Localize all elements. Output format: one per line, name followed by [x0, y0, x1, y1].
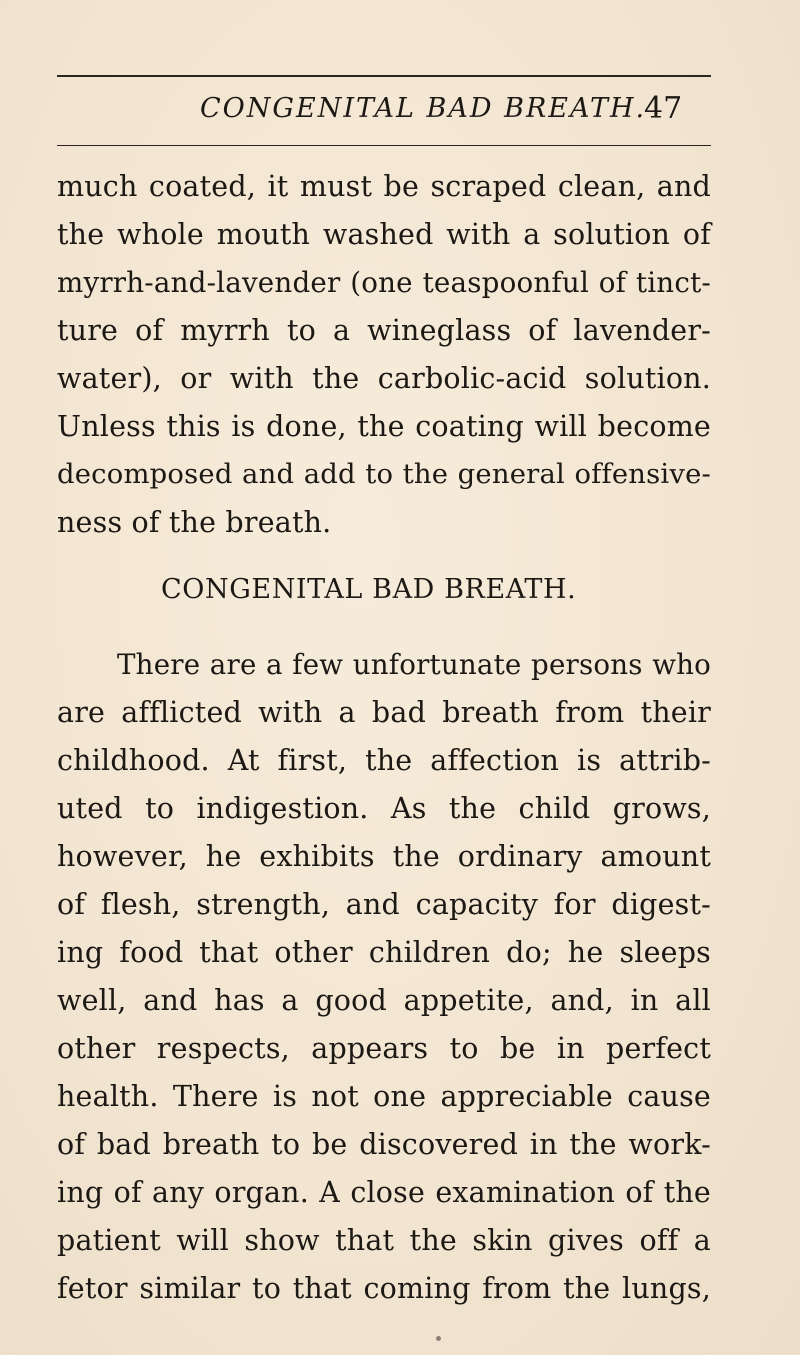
- text-line: however, he exhibits the ordinary amount: [57, 840, 711, 873]
- text-line: patient will show that the skin gives off a: [57, 1224, 711, 1257]
- paper-speck: [436, 1336, 441, 1341]
- text-line: water), or with the carbolic-acid solution.: [57, 362, 711, 395]
- section-heading: CONGENITAL BAD BREATH.: [161, 574, 577, 605]
- text-line: the whole mouth washed with a solution of: [57, 218, 711, 251]
- text-line: myrrh-and-lavender (one teaspoonful of tinct-: [57, 266, 711, 299]
- text-line: decomposed and add to the general offensive-: [57, 459, 711, 490]
- text-line: health. There is not one appreciable cause: [57, 1080, 711, 1113]
- text-line: childhood. At first, the affection is attrib-: [57, 744, 711, 777]
- running-title: CONGENITAL BAD BREATH.: [200, 93, 647, 124]
- text-line: of flesh, strength, and capacity for digest-: [57, 888, 711, 921]
- text-line: of bad breath to be discovered in the work-: [57, 1128, 711, 1161]
- text-line: much coated, it must be scraped clean, and: [57, 170, 711, 203]
- text-line: well, and has a good appetite, and, in all: [57, 984, 711, 1017]
- text-line: uted to indigestion. As the child grows,: [57, 792, 711, 825]
- text-line: ing of any organ. A close examination of the: [57, 1176, 711, 1209]
- text-line: Unless this is done, the coating will become: [57, 410, 711, 443]
- text-line: are afflicted with a bad breath from their: [57, 696, 711, 729]
- text-line: ness of the breath.: [57, 506, 332, 539]
- page-number: 47: [644, 91, 683, 126]
- header-bottom-rule: [57, 145, 711, 146]
- text-line: ture of myrrh to a wineglass of lavender-: [57, 314, 711, 347]
- text-line: other respects, appears to be in perfect: [57, 1032, 711, 1065]
- header-top-rule: [57, 75, 711, 77]
- text-line: fetor similar to that coming from the lungs,: [57, 1272, 711, 1305]
- text-line: ing food that other children do; he sleeps: [57, 936, 711, 969]
- text-line: There are a few unfortunate persons who: [117, 648, 711, 681]
